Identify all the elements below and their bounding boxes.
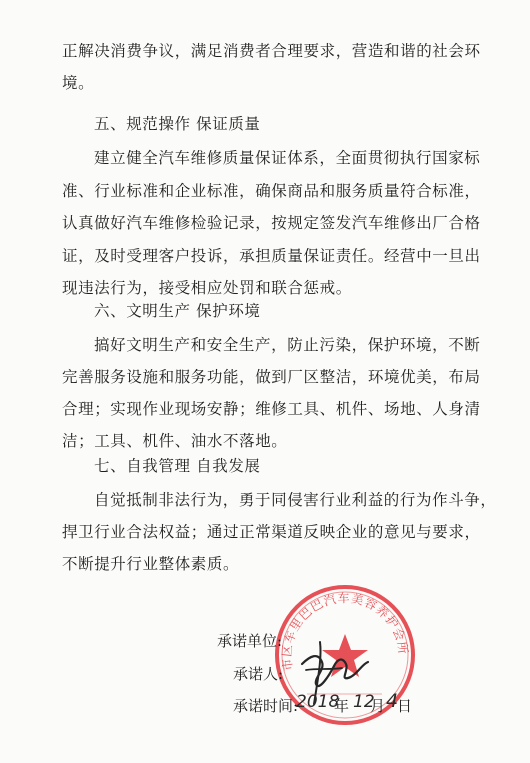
body-line: 认真做好汽车维修检验记录，按规定签发汽车维修出厂合格 — [62, 214, 481, 232]
date-day-unit: 日 — [397, 697, 413, 715]
date-month: 12 — [353, 692, 375, 712]
pledge-time-label: 承诺时间: — [233, 697, 299, 715]
body-line: 证，及时受理客户投诉，承担质量保证责任。经营中一旦出 — [62, 247, 481, 265]
body-line: 洁；工具、机件、油水不落地。 — [62, 432, 288, 450]
body-line: 自觉抵制非法行为，勇于同侵害行业利益的行为作斗争， — [94, 491, 497, 509]
pledge-unit-label: 承诺单位: — [217, 632, 283, 650]
svg-text:市区车里巴巴汽车美容养护会所: 市区车里巴巴汽车美容养护会所 — [279, 591, 411, 672]
section-heading-7: 七、自我管理 自我发展 — [94, 457, 261, 475]
body-line: 搞好文明生产和安全生产，防止污染，保护环境，不断 — [94, 336, 481, 354]
body-line: 不断提升行业整体素质。 — [62, 555, 240, 573]
body-line: 合理；实现作业现场安静；维修工具、机件、场地、人身清 — [62, 400, 481, 418]
section-heading-6: 六、文明生产 保护环境 — [94, 302, 261, 320]
body-line: 建立健全汽车维修质量保证体系，全面贯彻执行国家标 — [94, 149, 481, 167]
body-line: 境。 — [62, 74, 95, 92]
date-year: 2018 — [296, 692, 340, 712]
body-line: 准、行业标准和企业标准，确保商品和服务质量符合标准， — [62, 182, 481, 200]
body-line: 捍卫行业合法权益；通过正常渠道反映企业的意见与要求， — [62, 523, 481, 541]
section-heading-5: 五、规范操作 保证质量 — [94, 115, 261, 133]
body-line: 完善服务设施和服务功能，做到厂区整洁，环境优美，布局 — [62, 368, 481, 386]
date-day: 4 — [386, 690, 399, 712]
body-line: 现违法行为，接受相应处罚和联合惩戒。 — [62, 279, 352, 297]
body-line: 正解决消费争议，满足消费者合理要求，营造和谐的社会环 — [62, 42, 481, 60]
pledge-person-label: 承诺人: — [233, 665, 284, 683]
date-year-unit: 年 — [334, 697, 350, 715]
date-month-unit: 月 — [370, 697, 386, 715]
